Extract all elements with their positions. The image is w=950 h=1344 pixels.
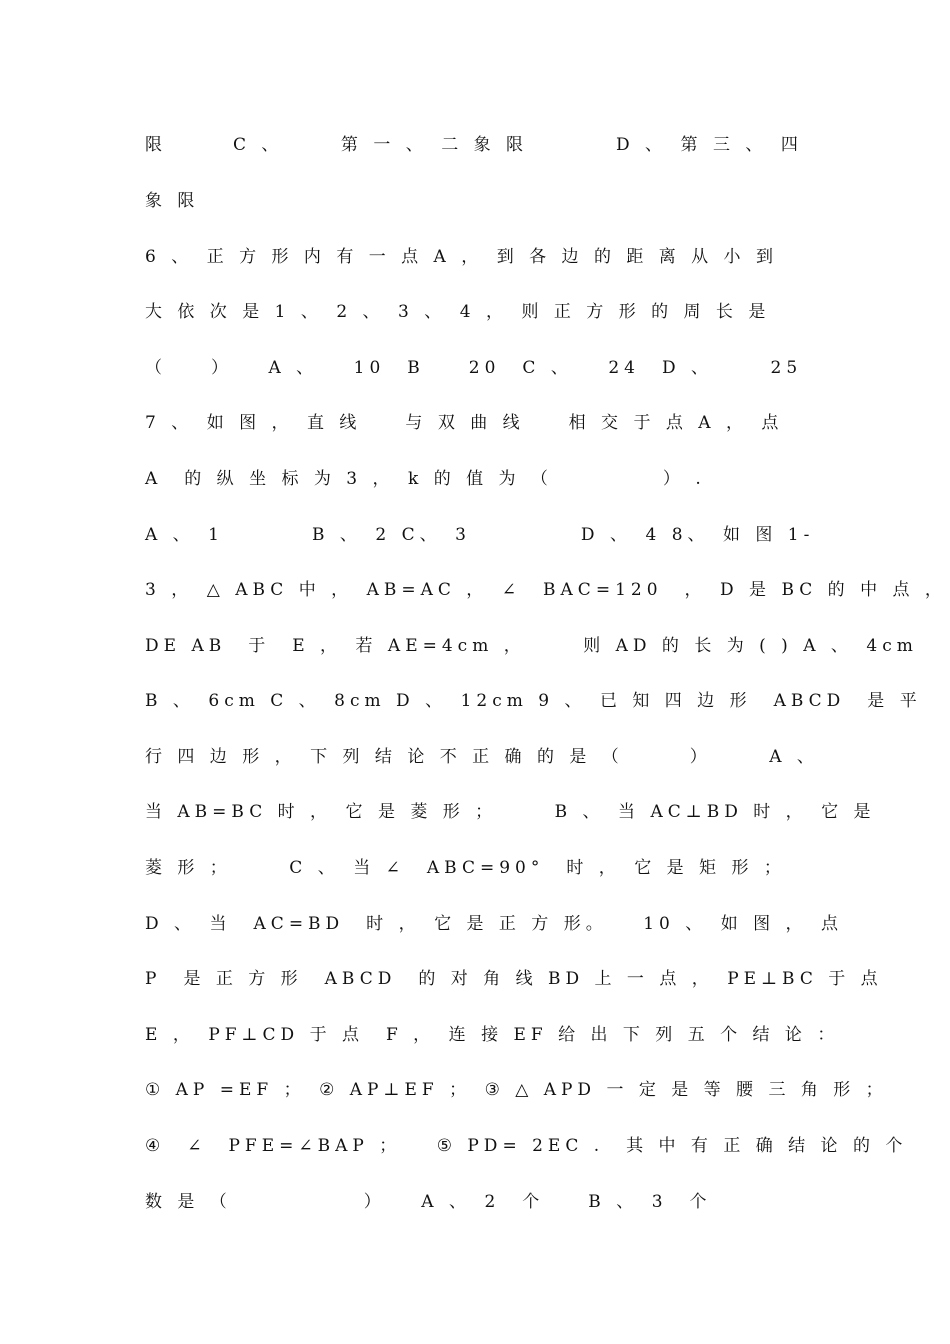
text-line: P 是 正 方 形 ABCD 的 对 角 线 BD 上 一 点 ， PE⊥BC 于 点 — [145, 969, 883, 989]
text-line: （ ） A 、 10 B 20 C 、 24 D 、 25 — [145, 358, 803, 378]
text-line: E ， PF⊥CD 于 点 F ， 连 接 EF 给 出 下 列 五 个 结 论 ： — [145, 1025, 840, 1045]
text-line: 6 、 正 方 形 内 有 一 点 A ， 到 各 边 的 距 离 从 小 到 — [145, 247, 778, 267]
text-line: DE AB 于 E ， 若 AE=4cm ， 则 AD 的 长 为 ( ) A 、 4cm — [145, 636, 918, 656]
text-line: 象 限 — [145, 191, 200, 211]
text-line: 行 四 边 形 ， 下 列 结 论 不 正 确 的 是 （ ） A 、 — [145, 747, 819, 767]
text-line: 限 C 、 第 一 、 二 象 限 D 、 第 三 、 四 — [145, 135, 803, 155]
text-line: 数 是 （ ） A 、 2 个 B 、 3 个 — [145, 1192, 712, 1212]
text-line: ④ ∠ PFE=∠BAP ； ⑤ PD= 2EC . 其 中 有 正 确 结 论 的 个 — [145, 1136, 908, 1156]
text-line: A 的 纵 坐 标 为 3 ， k 的 值 为 （ ） . — [145, 469, 706, 489]
text-line: B 、 6cm C 、 8cm D 、 12cm 9 、 已 知 四 边 形 ABCD 是 平 — [145, 691, 922, 711]
text-line: 当 AB=BC 时 ， 它 是 菱 形 ； B 、 当 AC⊥BD 时 ， 它 是 — [145, 802, 876, 822]
text-line: 7 、 如 图 ， 直 线 与 双 曲 线 相 交 于 点 A ， 点 — [145, 413, 784, 433]
text-line: 3 ， △ ABC 中 ， AB=AC ， ∠ BAC=120 ， D 是 BC 的 中 点 ， — [145, 580, 947, 600]
text-line: 大 依 次 是 1 、 2 、 3 、 4 ， 则 正 方 形 的 周 长 是 — [145, 302, 771, 322]
text-line: A 、 1 B 、 2 C、 3 D 、 4 8、 如 图 1- — [145, 525, 815, 545]
text-line: D 、 当 AC=BD 时 ， 它 是 正 方 形。 10 、 如 图 ， 点 — [145, 914, 844, 934]
text-line: ① AP =EF ； ② AP⊥EF ； ③ △ APD 一 定 是 等 腰 三 角 形 ； — [145, 1080, 888, 1100]
text-line: 菱 形 ； C 、 当 ∠ ABC=90° 时 ， 它 是 矩 形 ； — [145, 858, 786, 878]
